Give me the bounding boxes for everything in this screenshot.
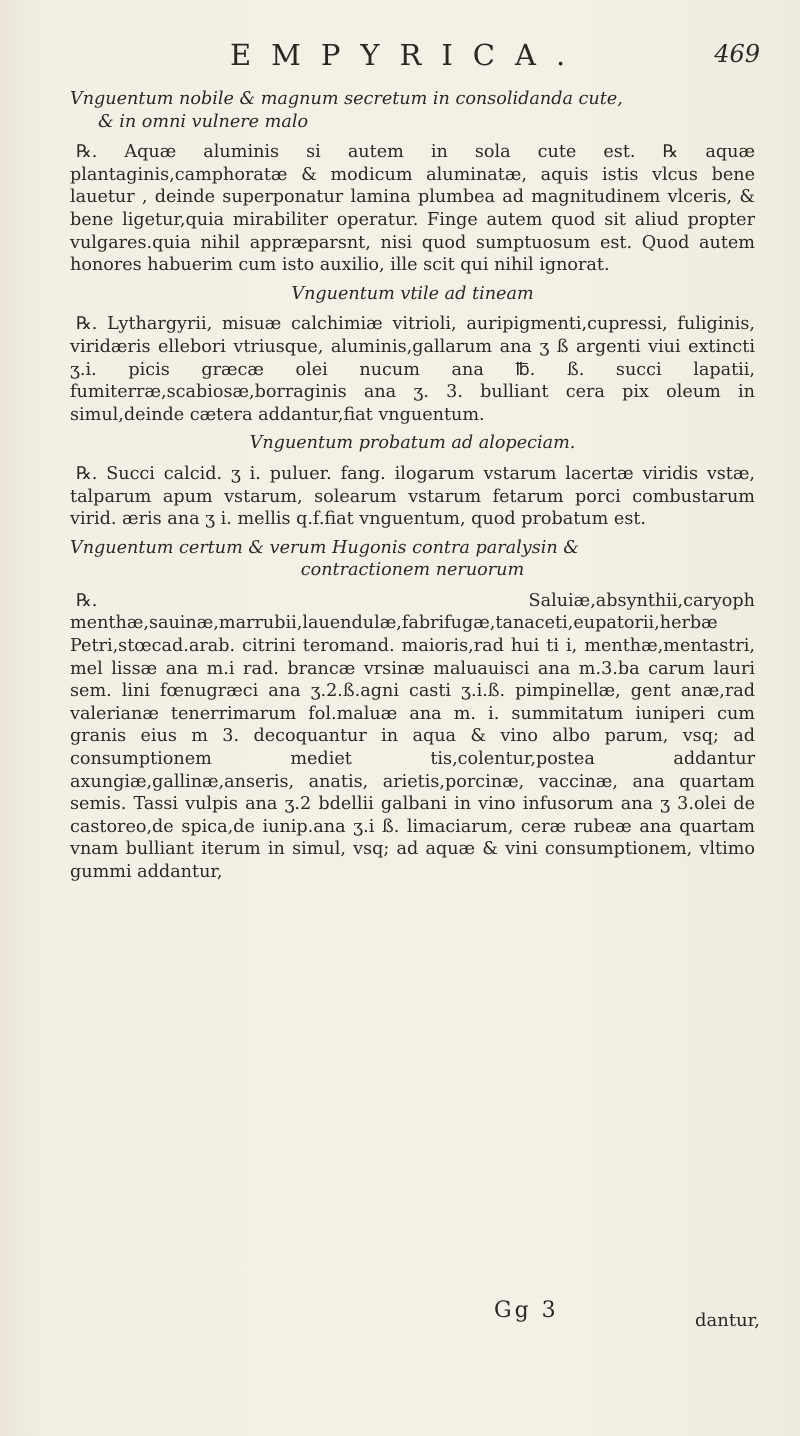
recipe-body: ℞. Aquæ aluminis si autem in sola cute est. ℞ aquæ plantaginis,camphoratæ & modicum aluminatæ, aquis istis vlcus bene lauetur , deinde superponatur lamina plumbea ad magnitudinem vlceris, & bene ligetur,quia mirabiliter operatur. Finge autem quod sit aliud propter vulgares.quia nihil appræparsnt, nisi quod sumptuosum est. Quod autem honores habuerim cum isto auxilio, ille scit qui nihil ignorat. — [70, 142, 755, 276]
heading-line: & in omni vulnere malo — [98, 111, 309, 132]
recipe-tinea — [70, 283, 755, 427]
recipe-heading — [70, 283, 755, 306]
recipe-heading — [70, 88, 755, 133]
recipe-heading — [70, 537, 755, 582]
heading-line: contractionem neruorum — [300, 560, 525, 581]
page-header — [200, 38, 760, 78]
recipe-heading — [70, 432, 755, 455]
catchword: dantur, — [694, 1310, 760, 1331]
recipe-body: ℞. Lythargyrii, misuæ calchimiæ vitrioli, auripigmenti,cupressi, fuliginis, viridæris ellebori vtriusque, aluminis,gallarum ana ʒ ß argenti viui extincti ʒ.i. picis græcæ olei nucum ana ℔. ß. succi lapatii, fumiterræ,scabiosæ,borraginis ana ʒ. 3. bulliant cera pix oleum in simul,deinde cætera addantur,fiat vnguentum. — [70, 314, 755, 425]
recipe-body: ℞. Succi calcid. ʒ i. puluer. fang. ilogarum vstarum lacertæ viridis vstæ, talparum apum vstarum, solearum vstarum fetarum porci combustarum virid. æris ana ʒ i. mellis q.f.fiat vnguentum, quod probatum est. — [70, 463, 755, 530]
recipe-paralysis — [70, 537, 755, 884]
signature-mark: Gg 3 — [494, 1298, 559, 1323]
heading-line: Vnguentum certum & verum Hugonis contra paralysin & — [70, 537, 579, 558]
recipe-alopecia — [70, 432, 755, 530]
heading-line: Vnguentum probatum ad alopeciam. — [249, 433, 576, 454]
recipe-nobile — [70, 88, 755, 277]
heading-line: Vnguentum vtile ad tineam — [291, 283, 534, 304]
running-title: EMPYRICA. — [230, 38, 586, 72]
page-number: 469 — [714, 40, 760, 68]
text-block — [70, 84, 755, 890]
recipe-body: ℞. Saluiæ,absynthii,caryoph menthæ,sauinæ,marrubii,lauendulæ,fabrifugæ,tanaceti,eupatorii,herbæ Petri,stœcad.arab. citrini teromand. maioris,rad hui ti i, menthæ,mentastri, mel lissæ ana m.i rad. brancæ vrsinæ maluauisci ana m.3.ba carum lauri sem. lini fœnugræci ana ʒ.2.ß.agni casti ʒ.i.ß. pimpinellæ, gent anæ,rad valerianæ tenerrimarum fol.maluæ ana m. i. summitatum iuniperi cum granis eius m 3. decoquantur in aqua & vino albo parum, vsq; ad consumptionem mediet tis,colentur,postea addantur axungiæ,gallinæ,anseris, anatis, arietis,porcinæ, vaccinæ, ana quartam semis. Tassi vulpis ana ʒ.2 bdellii galbani in vino infusorum ana ʒ 3.olei de castoreo,de spica,de iunip.ana ʒ.i ß. limaciarum, ceræ rubeæ ana quartam vnam bulliant iterum in simul, vsq; ad aquæ & vini consumptionem, vltimo gummi addantur, — [70, 590, 755, 882]
page-footer — [460, 1298, 760, 1331]
heading-line: Vnguentum nobile & magnum secretum in consolidanda cute, — [70, 89, 623, 109]
